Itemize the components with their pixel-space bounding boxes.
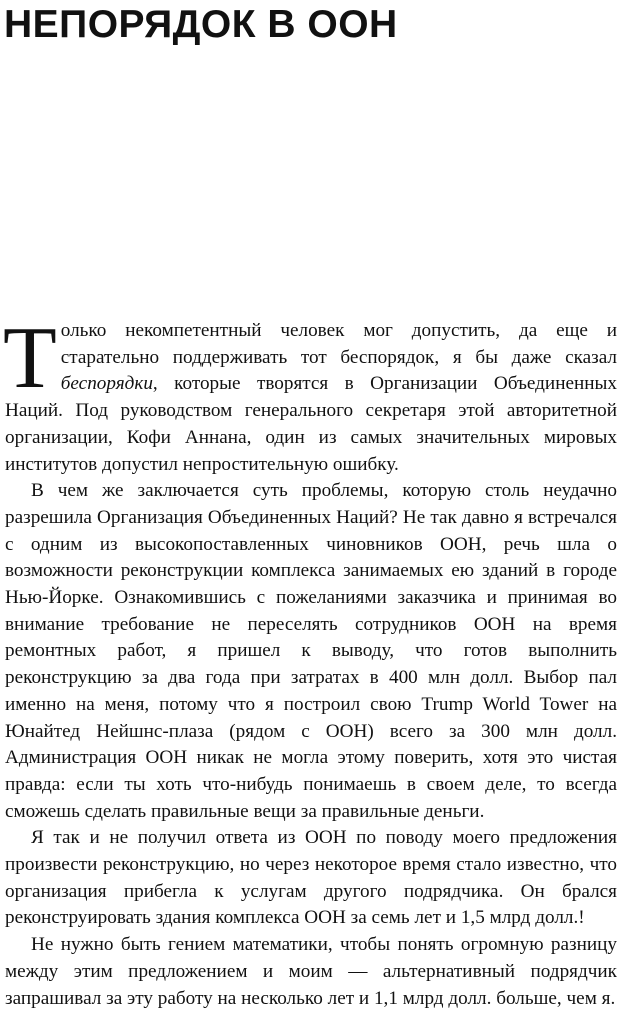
paragraph-1-text-end: , которые творятся в Организации Объединенных Наций. Под руководством генерального секретаря этой авторитетной организации, Кофи Аннана, один из самых значительных мировых институтов допустил непростительную ошибку. — [5, 373, 617, 475]
paragraph-1-text-start: олько некомпетентный человек мог допустить, да еще и старательно поддерживать тот беспорядок, я бы даже сказал — [60, 320, 617, 368]
paragraph-1 — [3, 310, 617, 478]
paragraph-4: Не нужно быть гением математики, чтобы понять огромную разницу между этим предложением и моим — альтернативный подрядчик запрашивал за эту работу на несколько лет и 1,1 млрд долл. больше, чем я. — [5, 934, 617, 1009]
paragraph-3: Я так и не получил ответа из ООН по поводу моего предложения произвести реконструкцию, но через некоторое время стало известно, что организация прибегла к услугам другого подрядчика. Он брался реконструировать здания комплекса ООН за семь лет и 1,5 млрд долл.! — [5, 827, 617, 929]
chapter-body — [3, 310, 617, 1012]
paragraph-1-emphasis: беспорядки — [60, 373, 153, 395]
paragraph-2: В чем же заключается суть проблемы, которую столь неудачно разрешила Организация Объединенных Наций? Не так давно я встречался с одним из высокопоставленных чиновников ООН, речь шла о возможности реконструкции комплекса занимаемых ею зданий в городе Нью-Йорке. Ознакомившись с пожеланиями заказчика и принимая во внимание требование не переселять сотрудников ООН на время ремонтных работ, я пришел к выводу, что готов выполнить реконструкцию за два года при затратах в 400 млн долл. Выбор пал именно на меня, потому что я построил свою Trump World Tower на Юнайтед Нейшнс-плаза (рядом с ООН) всего за 300 млн долл. Администрация ООН никак не могла этому поверить, хотя это чистая правда: если ты хоть что-нибудь понимаешь в своем деле, то всегда сможешь сделать правильные вещи за правильные деньги. — [5, 480, 617, 822]
chapter-heading: НЕПОРЯДОК В ООН — [4, 3, 398, 46]
drop-cap-letter: Т — [3, 310, 57, 407]
